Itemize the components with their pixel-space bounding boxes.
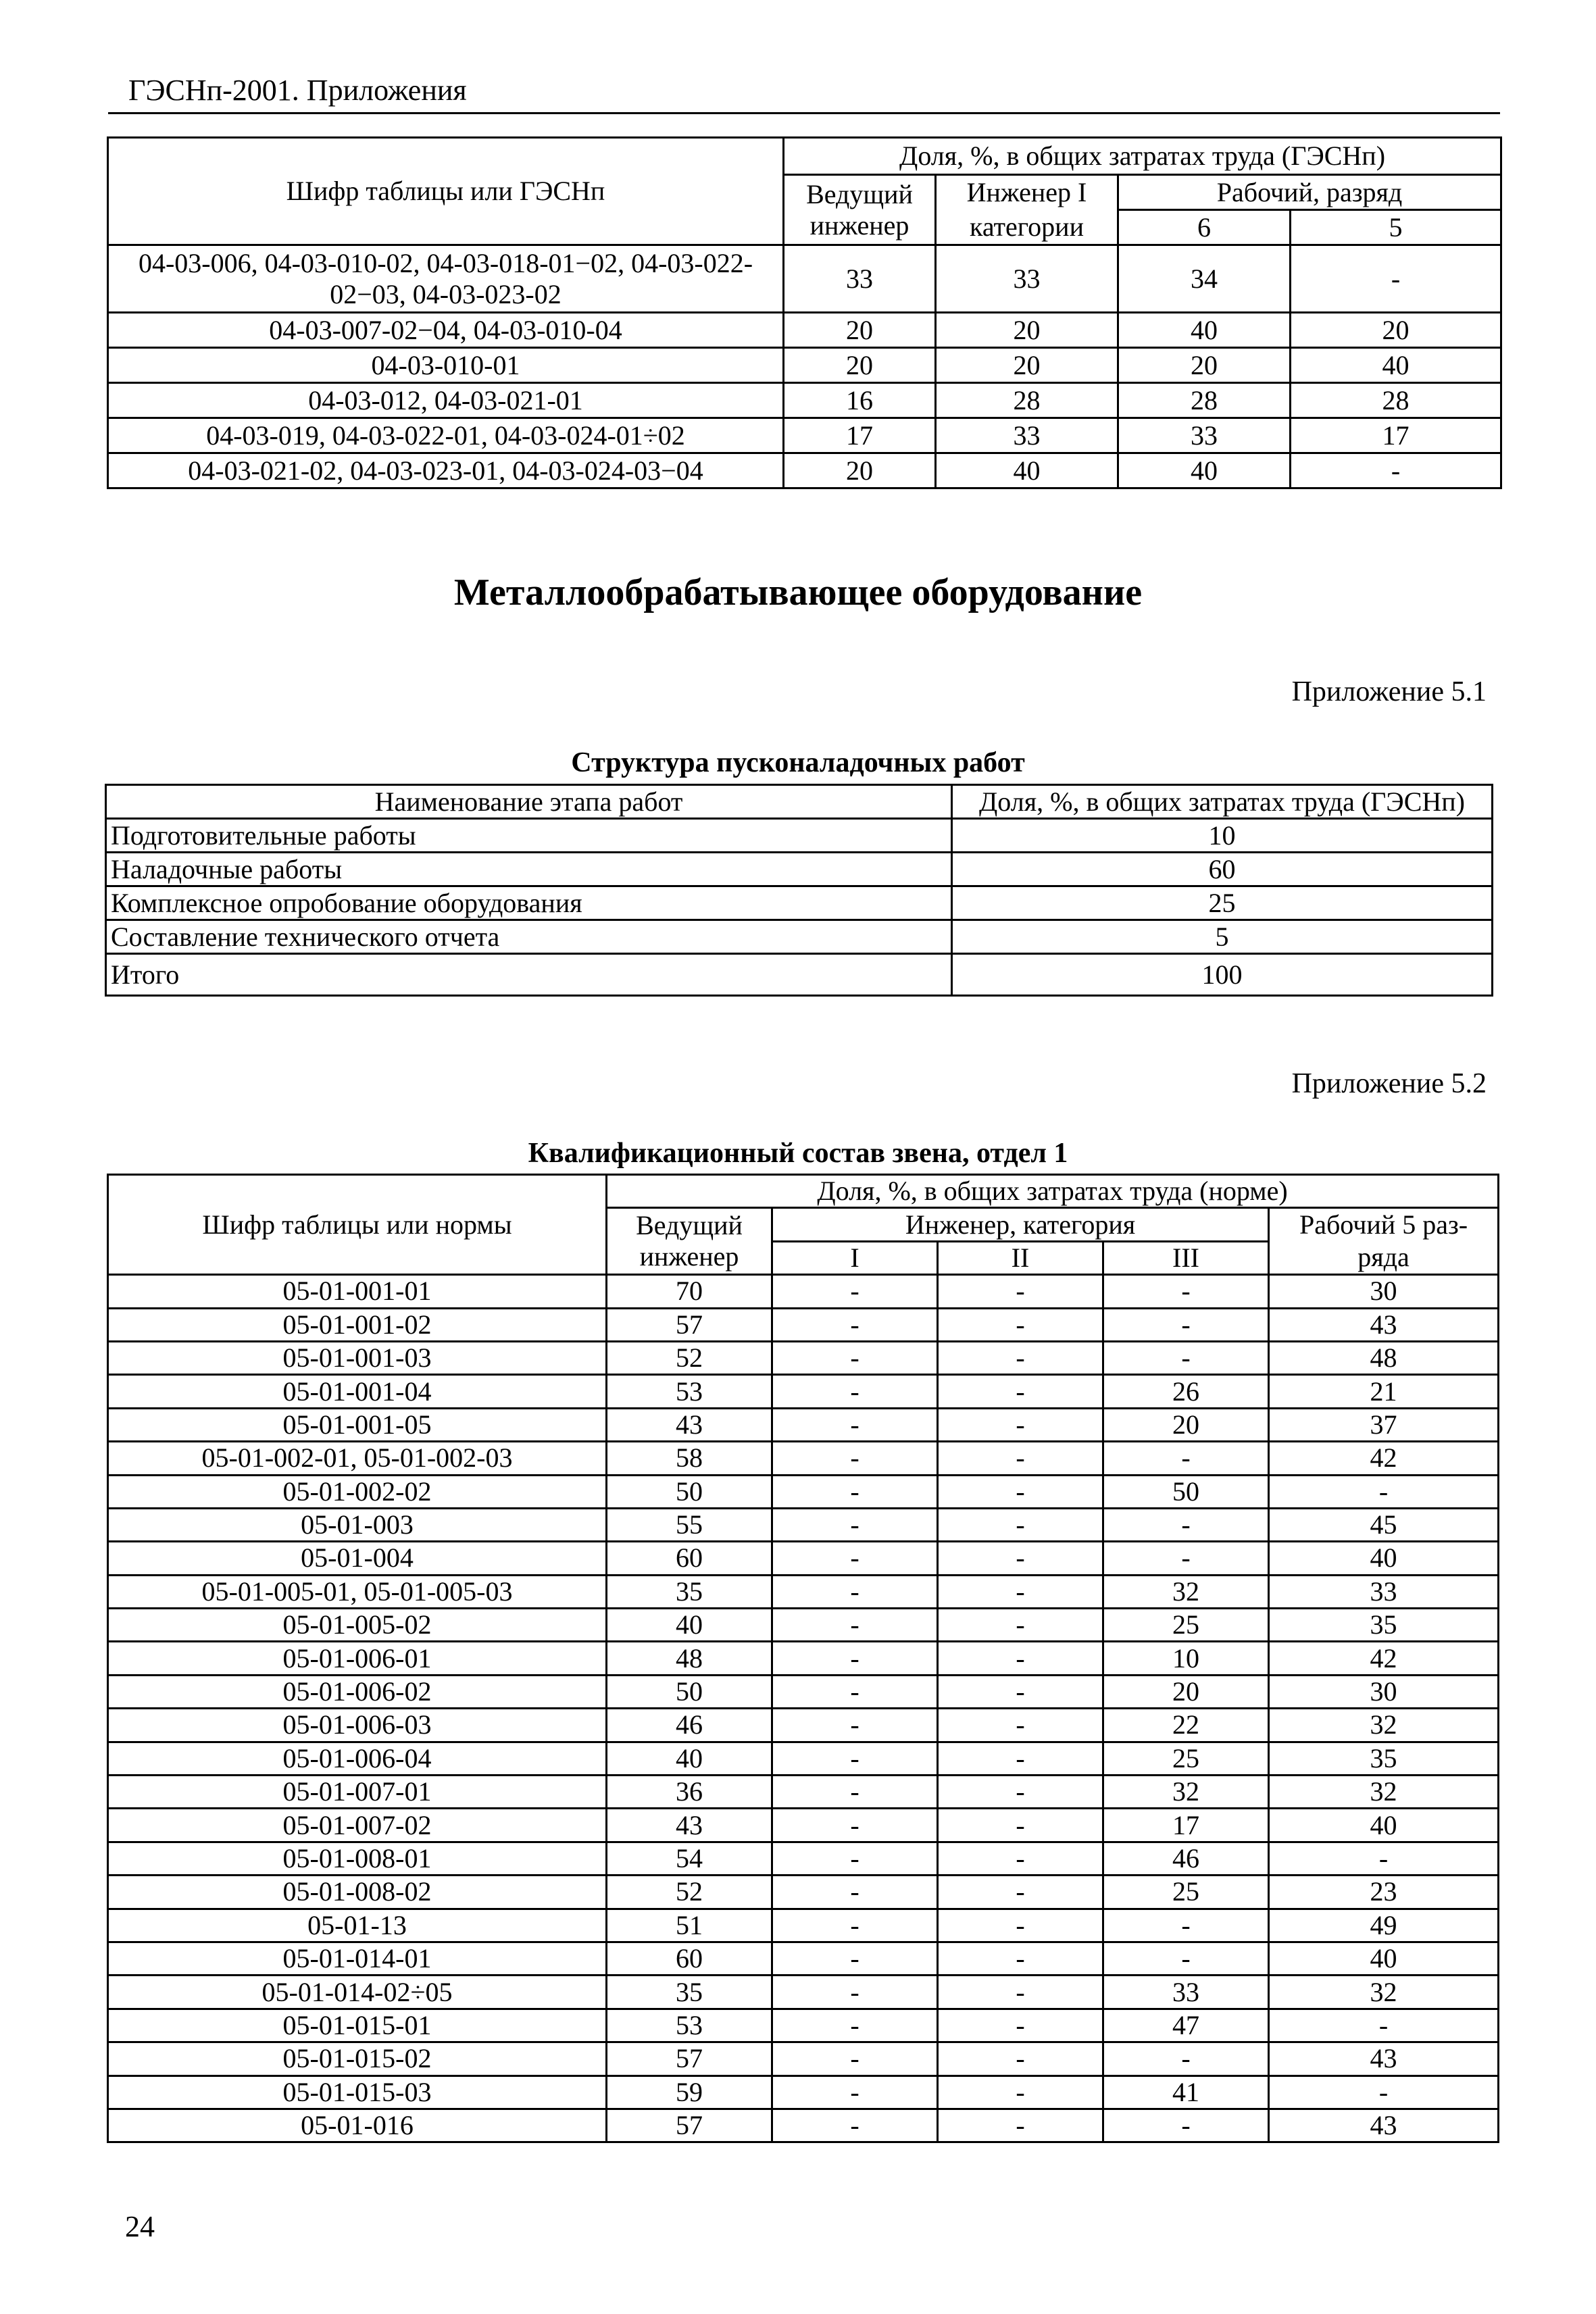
table-row [108, 1809, 1499, 1842]
category-1-cell: - [772, 1642, 938, 1675]
table-row [108, 1876, 1499, 1909]
table-row [108, 1508, 1499, 1541]
worker-cell: 49 [1269, 1909, 1499, 1942]
code-cell: 05-01-007-02 [108, 1809, 607, 1842]
category-3-cell: 32 [1103, 1575, 1269, 1608]
table-row [108, 453, 1501, 488]
category-3-cell: - [1103, 1275, 1269, 1308]
worker-cell: 42 [1269, 1442, 1499, 1475]
page-number: 24 [125, 2210, 155, 2243]
share-cell: 10 [952, 819, 1493, 853]
category-1-cell: - [772, 1909, 938, 1942]
category-2-cell: - [938, 2009, 1103, 2042]
category-1-cell: - [772, 1809, 938, 1842]
category-3-cell: - [1103, 1942, 1269, 1975]
category-3-cell: 47 [1103, 2009, 1269, 2042]
stage-cell: Наладочные работы [106, 853, 952, 886]
category-1-cell: - [772, 1776, 938, 1809]
lead-engineer-cell: 54 [607, 1842, 772, 1875]
category-3-cell: 50 [1103, 1475, 1269, 1508]
lead-engineer-cell: 53 [607, 2009, 772, 2042]
code-cell: 05-01-014-02÷05 [108, 1976, 607, 2009]
grade-5-cell: - [1291, 245, 1501, 313]
worker-cell: 21 [1269, 1375, 1499, 1408]
lead-engineer-cell: 50 [607, 1475, 772, 1508]
lead-engineer-cell: 70 [607, 1275, 772, 1308]
lead-engineer-cell: 43 [607, 1408, 772, 1441]
table-row [106, 886, 1493, 920]
engineer-1-cell: 33 [936, 245, 1118, 313]
code-cell: 05-01-006-03 [108, 1709, 607, 1742]
stage-cell: Составление технического отчета [106, 920, 952, 954]
category-1-cell: - [772, 1475, 938, 1508]
lead-engineer-cell: 43 [607, 1809, 772, 1842]
category-1-cell: - [772, 1308, 938, 1341]
table-row [108, 1609, 1499, 1642]
code-cell: 05-01-014-01 [108, 1942, 607, 1975]
table3-caption: Квалификационный состав звена, отдел 1 [528, 1138, 1068, 1169]
labor-share-table-04 [107, 136, 1502, 489]
category-1-cell: - [772, 2109, 938, 2142]
table-row [108, 1742, 1499, 1775]
lead-engineer-cell: 40 [607, 1742, 772, 1775]
engineer-1-cell: 40 [936, 453, 1118, 488]
worker-cell: - [1269, 1842, 1499, 1875]
table-row [108, 1308, 1499, 1341]
category-2-cell: - [938, 1542, 1103, 1575]
lead-engineer-cell: 52 [607, 1341, 772, 1374]
worker-cell: 40 [1269, 1942, 1499, 1975]
category-1-cell: - [772, 1542, 938, 1575]
lead-engineer-cell: 57 [607, 2042, 772, 2076]
category-3-cell: - [1103, 1542, 1269, 1575]
code-cell: 05-01-001-01 [108, 1275, 607, 1308]
lead-engineer-cell: 35 [607, 1575, 772, 1608]
category-3-cell: 25 [1103, 1609, 1269, 1642]
table-row [108, 1709, 1499, 1742]
category-2-cell: - [938, 1609, 1103, 1642]
grade-5-cell: - [1291, 453, 1501, 488]
category-3-cell: 22 [1103, 1709, 1269, 1742]
category-2-cell: - [938, 1475, 1103, 1508]
lead-engineer-cell: 58 [607, 1442, 772, 1475]
category-1-cell: - [772, 1508, 938, 1541]
worker-cell: 45 [1269, 1508, 1499, 1541]
category-1-cell: - [772, 1575, 938, 1608]
code-cell: 05-01-015-02 [108, 2042, 607, 2076]
grade-5-cell: 28 [1291, 383, 1501, 418]
category-3-cell: - [1103, 2109, 1269, 2142]
category-1-cell: - [772, 1275, 938, 1308]
t3-header-group: Доля, %, в общих затратах труда (норме) [607, 1175, 1499, 1208]
grade-5-cell: 40 [1291, 348, 1501, 383]
grade-5-cell: 17 [1291, 418, 1501, 453]
category-2-cell: - [938, 1508, 1103, 1541]
code-cell: 05-01-005-02 [108, 1609, 607, 1642]
running-header: ГЭСНп-2001. Приложения [128, 74, 467, 107]
worker-cell: 30 [1269, 1675, 1499, 1708]
table-row [108, 1776, 1499, 1809]
engineer-1-cell: 28 [936, 383, 1118, 418]
t1-header-grade5: 5 [1291, 210, 1501, 245]
worker-cell: 32 [1269, 1776, 1499, 1809]
table-row [106, 954, 1493, 996]
category-1-cell: - [772, 2042, 938, 2076]
code-cell: 05-01-006-04 [108, 1742, 607, 1775]
table-row [106, 819, 1493, 853]
stage-cell: Подготовительные работы [106, 819, 952, 853]
table-row [108, 2042, 1499, 2076]
code-cell: 04-03-007-02−04, 04-03-010-04 [108, 313, 784, 348]
appendix-5-2-label: Приложение 5.2 [1291, 1068, 1487, 1099]
worker-cell: 42 [1269, 1642, 1499, 1675]
category-2-cell: - [938, 1341, 1103, 1374]
table-row [108, 1942, 1499, 1975]
table-row [106, 920, 1493, 954]
table-row [108, 1675, 1499, 1708]
category-2-cell: - [938, 2042, 1103, 2076]
table-row [108, 1542, 1499, 1575]
category-3-cell: 33 [1103, 1976, 1269, 2009]
code-cell: 05-01-015-01 [108, 2009, 607, 2042]
category-1-cell: - [772, 1976, 938, 2009]
t1-header-group: Доля, %, в общих затратах труда (ГЭСНп) [784, 138, 1501, 175]
lead-engineer-cell: 52 [607, 1876, 772, 1909]
category-2-cell: - [938, 1842, 1103, 1875]
worker-cell: - [1269, 2009, 1499, 2042]
code-cell: 05-01-001-02 [108, 1308, 607, 1341]
category-3-cell: - [1103, 2042, 1269, 2076]
table-row [108, 313, 1501, 348]
lead-engineer-cell: 16 [784, 383, 936, 418]
worker-cell: 32 [1269, 1976, 1499, 2009]
share-cell: 100 [952, 954, 1493, 996]
lead-engineer-cell: 50 [607, 1675, 772, 1708]
category-1-cell: - [772, 1675, 938, 1708]
table-row [108, 2009, 1499, 2042]
table-row [108, 1475, 1499, 1508]
lead-engineer-cell: 60 [607, 1942, 772, 1975]
code-cell: 05-01-006-02 [108, 1675, 607, 1708]
category-3-cell: 20 [1103, 1675, 1269, 1708]
code-cell: 05-01-006-01 [108, 1642, 607, 1675]
worker-cell: 43 [1269, 2109, 1499, 2142]
engineer-1-cell: 20 [936, 348, 1118, 383]
lead-engineer-cell: 55 [607, 1508, 772, 1541]
category-2-cell: - [938, 1809, 1103, 1842]
category-3-cell: 25 [1103, 1742, 1269, 1775]
t3-header-cat1: I [772, 1241, 938, 1274]
t3-header-worker-line1: Рабочий 5 раз- [1269, 1208, 1499, 1241]
category-3-cell: 17 [1103, 1809, 1269, 1842]
lead-engineer-cell: 33 [784, 245, 936, 313]
category-3-cell: - [1103, 1442, 1269, 1475]
t2-header-share: Доля, %, в общих затратах труда (ГЭСНп) [952, 785, 1493, 819]
engineer-1-cell: 20 [936, 313, 1118, 348]
code-cell: 05-01-008-02 [108, 1876, 607, 1909]
grade-6-cell: 40 [1118, 453, 1291, 488]
category-3-cell: 41 [1103, 2076, 1269, 2109]
code-cell: 04-03-006, 04-03-010-02, 04-03-018-01−02, 04-03-022-02−03, 04-03-023-02 [108, 245, 784, 313]
t3-header-code: Шифр таблицы или нормы [108, 1175, 607, 1275]
table-row [108, 1375, 1499, 1408]
lead-engineer-cell: 20 [784, 313, 936, 348]
t1-header-worker: Рабочий, разряд [1118, 175, 1501, 210]
t1-header-grade6: 6 [1118, 210, 1291, 245]
table2-caption: Структура пусконаладочных работ [571, 747, 1025, 778]
lead-engineer-cell: 60 [607, 1542, 772, 1575]
appendix-5-1-label: Приложение 5.1 [1291, 676, 1487, 707]
category-2-cell: - [938, 1408, 1103, 1441]
code-cell: 04-03-012, 04-03-021-01 [108, 383, 784, 418]
category-2-cell: - [938, 1776, 1103, 1809]
code-cell: 05-01-002-01, 05-01-002-03 [108, 1442, 607, 1475]
worker-cell: 37 [1269, 1408, 1499, 1441]
lead-engineer-cell: 20 [784, 348, 936, 383]
code-cell: 05-01-008-01 [108, 1842, 607, 1875]
category-2-cell: - [938, 1909, 1103, 1942]
t1-header-eng1-line2: категории [936, 210, 1118, 245]
grade-6-cell: 20 [1118, 348, 1291, 383]
code-cell: 05-01-13 [108, 1909, 607, 1942]
t3-header-engineer: Инженер, категория [772, 1208, 1269, 1241]
header-rule [108, 112, 1500, 114]
code-cell: 05-01-002-02 [108, 1475, 607, 1508]
lead-engineer-cell: 46 [607, 1709, 772, 1742]
category-2-cell: - [938, 1942, 1103, 1975]
category-2-cell: - [938, 1642, 1103, 1675]
grade-6-cell: 34 [1118, 245, 1291, 313]
stage-cell: Итого [106, 954, 952, 996]
category-3-cell: 46 [1103, 1842, 1269, 1875]
code-cell: 05-01-007-01 [108, 1776, 607, 1809]
lead-engineer-cell: 57 [607, 1308, 772, 1341]
table-row [108, 2109, 1499, 2142]
t2-header-stage: Наименование этапа работ [106, 785, 952, 819]
category-2-cell: - [938, 1275, 1103, 1308]
table-row [108, 1976, 1499, 2009]
category-3-cell: - [1103, 1308, 1269, 1341]
category-1-cell: - [772, 2076, 938, 2109]
worker-cell: 33 [1269, 1575, 1499, 1608]
worker-cell: 43 [1269, 1308, 1499, 1341]
share-cell: 60 [952, 853, 1493, 886]
category-3-cell: 25 [1103, 1876, 1269, 1909]
worker-cell: - [1269, 2076, 1499, 2109]
category-2-cell: - [938, 1675, 1103, 1708]
category-1-cell: - [772, 1375, 938, 1408]
grade-6-cell: 33 [1118, 418, 1291, 453]
category-3-cell: - [1103, 1341, 1269, 1374]
category-2-cell: - [938, 2109, 1103, 2142]
category-3-cell: - [1103, 1909, 1269, 1942]
category-1-cell: - [772, 2009, 938, 2042]
table-row [108, 1575, 1499, 1608]
worker-cell: 48 [1269, 1341, 1499, 1374]
t3-header-worker-line2: ряда [1269, 1241, 1499, 1274]
category-1-cell: - [772, 1442, 938, 1475]
grade-6-cell: 28 [1118, 383, 1291, 418]
code-cell: 05-01-015-03 [108, 2076, 607, 2109]
worker-cell: 40 [1269, 1809, 1499, 1842]
code-cell: 04-03-019, 04-03-022-01, 04-03-024-01÷02 [108, 418, 784, 453]
worker-cell: - [1269, 1475, 1499, 1508]
category-3-cell: 26 [1103, 1375, 1269, 1408]
worker-cell: 30 [1269, 1275, 1499, 1308]
category-1-cell: - [772, 1709, 938, 1742]
code-cell: 05-01-005-01, 05-01-005-03 [108, 1575, 607, 1608]
share-cell: 5 [952, 920, 1493, 954]
category-2-cell: - [938, 1575, 1103, 1608]
lead-engineer-cell: 36 [607, 1776, 772, 1809]
t3-header-cat2: II [938, 1241, 1103, 1274]
table-row [108, 1842, 1499, 1875]
worker-cell: 40 [1269, 1542, 1499, 1575]
category-2-cell: - [938, 1709, 1103, 1742]
category-3-cell: 32 [1103, 1776, 1269, 1809]
category-1-cell: - [772, 1876, 938, 1909]
worker-cell: 35 [1269, 1609, 1499, 1642]
category-3-cell: 20 [1103, 1408, 1269, 1441]
code-cell: 04-03-010-01 [108, 348, 784, 383]
category-1-cell: - [772, 1408, 938, 1441]
t1-header-eng1-line1: Инженер I [936, 175, 1118, 210]
category-1-cell: - [772, 1742, 938, 1775]
code-cell: 04-03-021-02, 04-03-023-01, 04-03-024-03−04 [108, 453, 784, 488]
share-cell: 25 [952, 886, 1493, 920]
code-cell: 05-01-016 [108, 2109, 607, 2142]
category-2-cell: - [938, 1442, 1103, 1475]
category-2-cell: - [938, 2076, 1103, 2109]
table-row [108, 2076, 1499, 2109]
t3-header-cat3: III [1103, 1241, 1269, 1274]
qualification-table-05 [107, 1174, 1499, 2143]
category-1-cell: - [772, 1942, 938, 1975]
lead-engineer-cell: 35 [607, 1976, 772, 2009]
category-1-cell: - [772, 1842, 938, 1875]
code-cell: 05-01-003 [108, 1508, 607, 1541]
engineer-1-cell: 33 [936, 418, 1118, 453]
lead-engineer-cell: 48 [607, 1642, 772, 1675]
worker-cell: 32 [1269, 1709, 1499, 1742]
table-row [108, 383, 1501, 418]
category-2-cell: - [938, 1876, 1103, 1909]
table-row [108, 348, 1501, 383]
lead-engineer-cell: 59 [607, 2076, 772, 2109]
lead-engineer-cell: 51 [607, 1909, 772, 1942]
code-cell: 05-01-001-04 [108, 1375, 607, 1408]
t3-header-lead: Ведущий инженер [607, 1208, 772, 1275]
table-row [108, 245, 1501, 313]
category-3-cell: 10 [1103, 1642, 1269, 1675]
table-row [108, 1909, 1499, 1942]
code-cell: 05-01-001-05 [108, 1408, 607, 1441]
table-row [108, 1442, 1499, 1475]
category-2-cell: - [938, 1976, 1103, 2009]
lead-engineer-cell: 53 [607, 1375, 772, 1408]
category-2-cell: - [938, 1308, 1103, 1341]
section-title: Металлообрабатывающее оборудование [453, 572, 1143, 613]
t1-header-lead: Ведущий инженер [784, 175, 936, 245]
grade-6-cell: 40 [1118, 313, 1291, 348]
table-row [108, 1642, 1499, 1675]
table-row [108, 1275, 1499, 1308]
category-3-cell: - [1103, 1508, 1269, 1541]
worker-cell: 43 [1269, 2042, 1499, 2076]
lead-engineer-cell: 20 [784, 453, 936, 488]
lead-engineer-cell: 17 [784, 418, 936, 453]
table-row [108, 418, 1501, 453]
category-1-cell: - [772, 1609, 938, 1642]
table-row [106, 853, 1493, 886]
commissioning-structure-table [105, 784, 1493, 997]
worker-cell: 35 [1269, 1742, 1499, 1775]
code-cell: 05-01-001-03 [108, 1341, 607, 1374]
grade-5-cell: 20 [1291, 313, 1501, 348]
lead-engineer-cell: 57 [607, 2109, 772, 2142]
table-row [108, 1408, 1499, 1441]
table-row [108, 1341, 1499, 1374]
t1-header-code: Шифр таблицы или ГЭСНп [108, 138, 784, 245]
category-2-cell: - [938, 1375, 1103, 1408]
category-2-cell: - [938, 1742, 1103, 1775]
code-cell: 05-01-004 [108, 1542, 607, 1575]
lead-engineer-cell: 40 [607, 1609, 772, 1642]
stage-cell: Комплексное опробование оборудования [106, 886, 952, 920]
category-1-cell: - [772, 1341, 938, 1374]
worker-cell: 23 [1269, 1876, 1499, 1909]
